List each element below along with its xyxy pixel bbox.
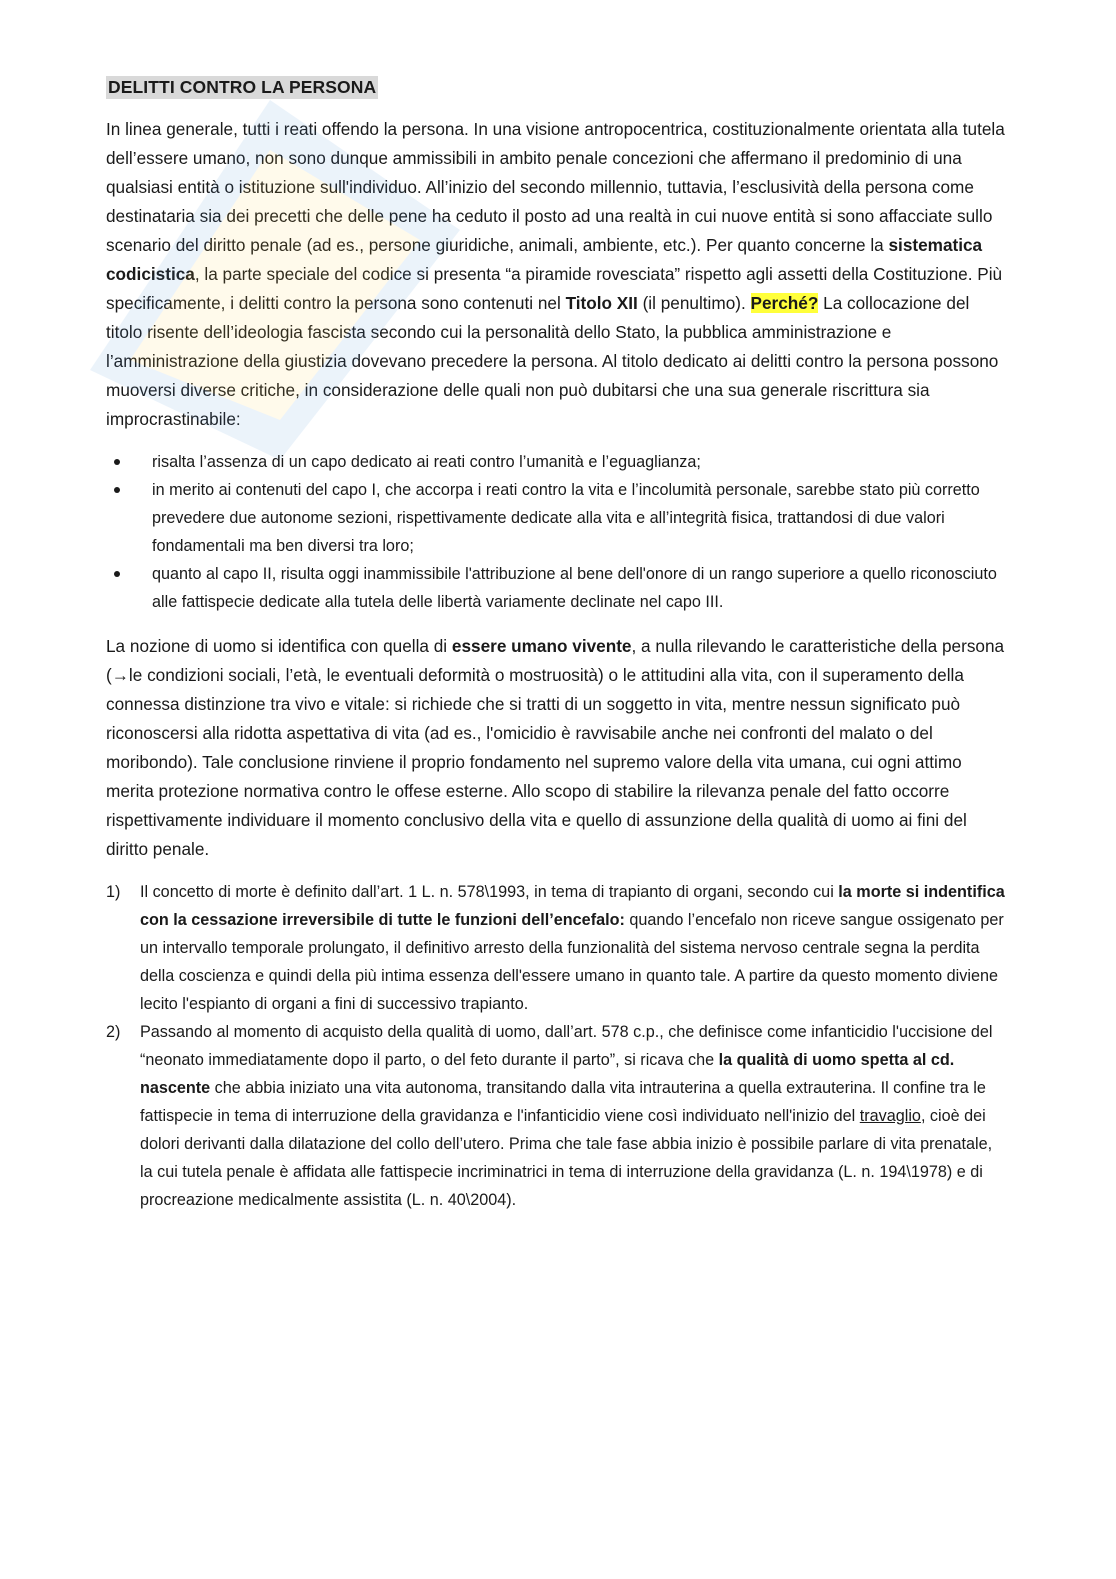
arrow-icon: →	[111, 665, 129, 685]
uomo-paragraph: La nozione di uomo si identifica con quella di essere umano vivente, a nulla rilevando le caratteristiche della persona (→le condizioni sociali, l’età, le eventuali deformità o mostruosità) o le attitudini alla vita, con il superamento della connessa distinzione tra vivo e vitale: si richiede che si tratti di un soggetto in vita, mentre nessun significato può riconoscersi alla ridotta aspettativa di vita (ad es., l'omicidio è ravvisabile anche nei confronti del malato o del moribondo). Tale conclusione rinviene il proprio fondamento nel supremo valore della vita umana, cui ogni attimo merita protezione normativa contro le offese esterne. Allo scopo di stabilire la rilevanza penale del fatto occorre rispettivamente individuare il momento conclusivo della vita e quello di assunzione della qualità di uomo ai fini del diritto penale.	[106, 636, 1005, 859]
numbered-list	[106, 878, 1008, 1214]
numbered-item-nascita: 2) Passando al momento di acquisto della qualità di uomo, dall’art. 578 c.p., che definisce come infanticidio l'uccisione del “neonato immediatamente dopo il parto, o del feto durante il parto”, si ricava che la qualità di uomo spetta al cd. nascente che abbia iniziato una vita autonoma, transitando dalla vita intrauterina a quella extrauterina. Il confine tra le fattispecie in tema di interruzione della gravidanza e l'infanticidio viene così individuato nell'inizio del travaglio, cioè dei dolori derivanti dalla dilatazione del collo dell’utero. Prima che tale fase abbia inizio è possibile parlare di vita prenatale, la cui tutela penale è affidata alle fattispecie incriminatrici in tema di interruzione della gravidanza (L. n. 194\1978) e di procreazione medicalmente assistita (L. n. 40\2004).	[106, 1023, 993, 1209]
intro-paragraph: In linea generale, tutti i reati offendo la persona. In una visione antropocentrica, costituzionalmente orientata alla tutela dell’essere umano, non sono dunque ammissibili in ambito penale concezioni che affermano il predominio di una qualsiasi entità o istituzione sull'individuo. All’inizio del secondo millennio, tuttavia, l’esclusività della persona come destinataria sia dei precetti che delle pene ha ceduto il posto ad una realtà in cui nuove entità si sono affacciate sullo scenario del diritto penale (ad es., persone giuridiche, animali, ambiente, etc.). Per quanto concerne la sistematica codicistica, la parte speciale del codice si presenta “a piramide rovesciata” rispetto agli assetti della Costituzione. Più specificamente, i delitti contro la persona sono contenuti nel Titolo XII (il penultimo). Perché? La collocazione del titolo risente dell’ideologia fascista secondo cui la personalità dello Stato, la pubblica amministrazione e l’amministrazione della giustizia dovevano precedere la persona. Al titolo dedicato ai delitti contro la persona possono muoversi diverse critiche, in considerazione delle quali non può dubitarsi che una sua generale riscrittura sia improcrastinabile:	[106, 119, 1005, 429]
critique-list	[106, 448, 1008, 616]
list-item: quanto al capo II, risulta oggi inammissibile l'attribuzione al bene dell'onore di un rango superiore a quello riconosciuto alle fattispecie dedicate alla tutela delle libertà variamente declinate nel capo III.	[106, 560, 1008, 616]
bullet-icon	[114, 487, 120, 493]
list-item: in merito ai contenuti del capo I, che accorpa i reati contro la vita e l’incolumità personale, sarebbe stato più corretto prevedere due autonome sezioni, rispettivamente dedicate alla vita e all’integrità fisica, trattandosi di due valori fondamentali ma ben diversi tra loro;	[106, 476, 1008, 560]
bullet-icon	[114, 571, 120, 577]
document-title: DELITTI CONTRO LA PERSONA	[108, 77, 377, 97]
bullet-icon	[114, 459, 120, 465]
list-item: risalta l’assenza di un capo dedicato ai reati contro l’umanità e l’eguaglianza;	[106, 448, 1008, 476]
numbered-item-morte: 1) Il concetto di morte è definito dall’art. 1 L. n. 578\1993, in tema di trapianto di organi, secondo cui la morte si indentifica con la cessazione irreversibile di tutte le funzioni dell’encefalo: quando l’encefalo non riceve sangue ossigenato per un intervallo temporale prolungato, il definitivo arresto della funzionalità del sistema nervoso centrale segna la perdita della coscienza e quindi della più intima essenza dell'essere umano in quanto tale. A partire da questo momento diviene lecito l'espianto di organi a fini di successivo trapianto.	[106, 883, 1005, 1013]
highlighted-question: Perché?	[750, 293, 819, 313]
